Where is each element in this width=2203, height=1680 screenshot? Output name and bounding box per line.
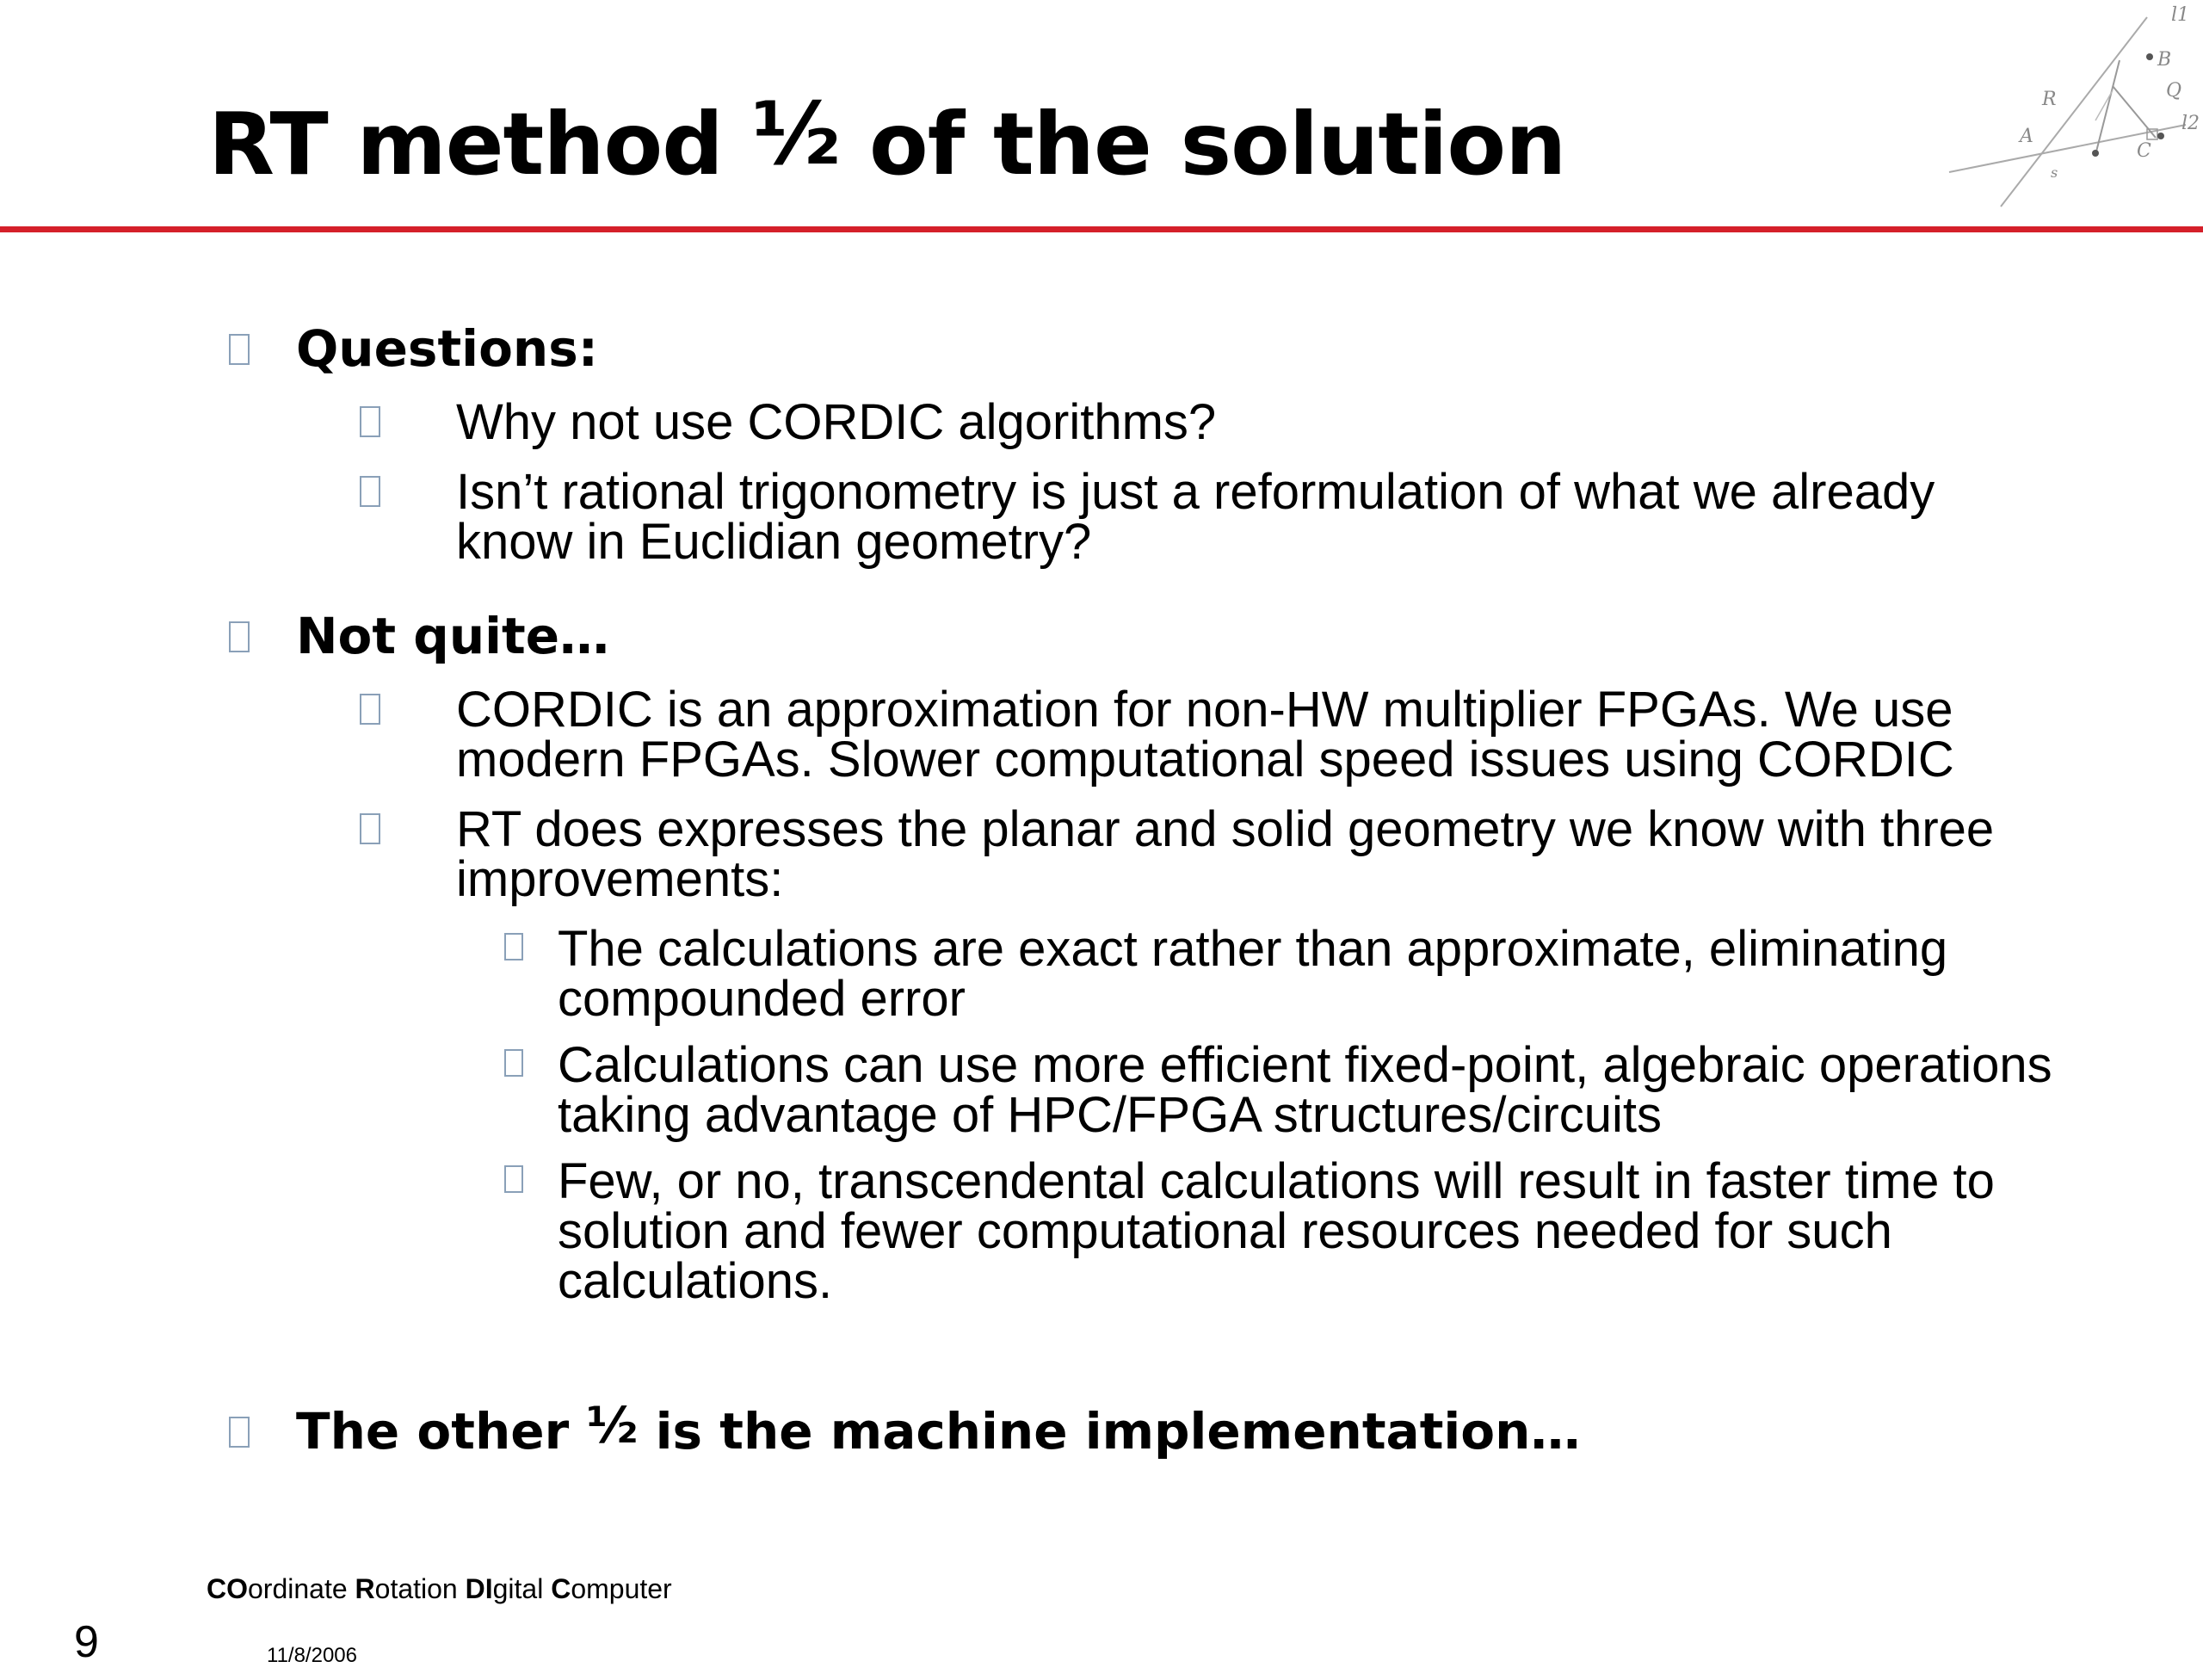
acronym-bold: DI: [465, 1573, 493, 1604]
bullet-questions: [229, 319, 598, 378]
logo-label: C: [2137, 140, 2151, 162]
bullet-box-icon: [504, 933, 523, 960]
list-item: [504, 1037, 2070, 1143]
bullet-box-icon: [229, 334, 250, 365]
bullet-heading: Not quite…: [296, 607, 610, 665]
bullet-box-icon: [360, 813, 380, 844]
bullet-box-icon: [360, 406, 380, 437]
bullet-not-quite: [229, 609, 609, 663]
bullet-text: Few, or no, transcendental calculations will result in faster time to solution and fewer computational resources needed for such calculations.: [558, 1153, 1995, 1309]
slide-date: 11/8/2006: [267, 1644, 357, 1667]
bullet-box-icon: [229, 621, 250, 652]
acronym-rest: gital: [492, 1573, 552, 1604]
acronym-rest: omputer: [571, 1573, 672, 1604]
logo-label: s: [2051, 164, 2058, 181]
geometry-diagram-icon: [1941, 0, 2203, 215]
bullet-heading: Questions:: [296, 319, 598, 378]
page-number: 9: [74, 1617, 99, 1667]
title-half: ½: [751, 83, 841, 184]
logo-label: B: [2157, 49, 2172, 71]
title-prefix: RT method: [208, 94, 752, 195]
acronym-rest: otation: [374, 1573, 466, 1604]
bullet-box-icon: [360, 694, 380, 725]
slide-title: [208, 83, 1566, 195]
list-item: [360, 394, 2046, 450]
logo-label: Q: [2166, 80, 2182, 102]
bullet-box-icon: [360, 476, 380, 507]
list-item: [360, 464, 2046, 570]
title-suffix: of the solution: [840, 94, 1566, 195]
bullet-text: Isn’t rational trigonometry is just a reformulation of what we already know in Euclidian geometry?: [456, 464, 1935, 570]
list-item: [360, 801, 2046, 907]
other-suffix: is the machine implementation…: [638, 1402, 1581, 1461]
title-divider: [0, 226, 2203, 232]
acronym-rest: ordinate: [248, 1573, 355, 1604]
bullet-text: Why not use CORDIC algorithms?: [456, 394, 1217, 450]
list-item: [504, 921, 2070, 1027]
bullet-text: RT does expresses the planar and solid geometry we know with three improvements:: [456, 801, 1995, 907]
other-half: ½: [586, 1396, 639, 1455]
acronym-bold: C: [551, 1573, 571, 1604]
logo-label: l1: [2171, 4, 2190, 26]
bullet-heading: [296, 1396, 1581, 1461]
acronym-bold: R: [355, 1573, 375, 1604]
bullet-box-icon: [229, 1417, 250, 1448]
bullet-text: CORDIC is an approximation for non-HW multiplier FPGAs. We use modern FPGAs. Slower computational speed issues using CORDIC: [456, 682, 1954, 788]
acronym-footnote: [207, 1573, 672, 1605]
list-item: [504, 1153, 2070, 1309]
list-item: [360, 682, 2046, 788]
bullet-other-half: [229, 1396, 1581, 1461]
bullet-text: The calculations are exact rather than approximate, eliminating compounded error: [558, 921, 1948, 1027]
bullet-box-icon: [504, 1165, 523, 1193]
logo-label: R: [2042, 89, 2057, 110]
acronym-bold: CO: [207, 1573, 248, 1604]
other-prefix: The other: [296, 1402, 587, 1461]
bullet-text: Calculations can use more efficient fixed-point, algebraic operations taking advantage of HPC/FPGA structures/circuits: [558, 1037, 2052, 1143]
logo-label: l2: [2181, 113, 2200, 134]
bullet-box-icon: [504, 1049, 523, 1077]
logo-label: A: [2020, 126, 2033, 147]
